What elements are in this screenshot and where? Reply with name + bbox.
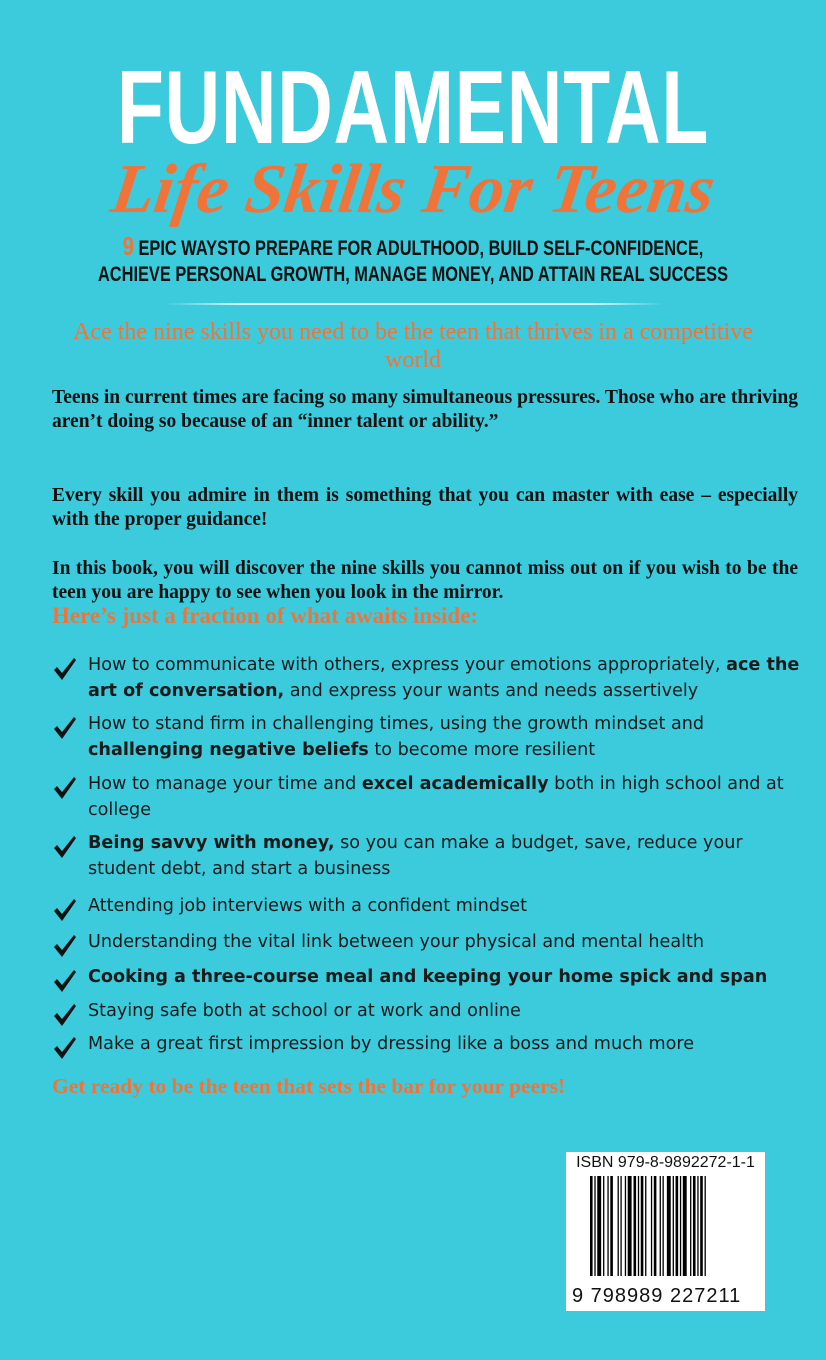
barcode-bar (610, 1176, 613, 1276)
barcode-bar (651, 1176, 652, 1276)
barcode-bar (634, 1176, 637, 1276)
checkmark-icon (52, 834, 78, 860)
book-title: FUNDAMENTAL (116, 50, 710, 166)
barcode-bar (618, 1176, 619, 1276)
barcode-bar (680, 1176, 681, 1276)
checkmark-icon (52, 933, 78, 959)
barcode-bar (700, 1176, 703, 1276)
divider (165, 303, 665, 305)
list-item (52, 998, 800, 1024)
checkmark-icon (52, 775, 78, 801)
barcode-bar (594, 1176, 595, 1276)
list-item (52, 652, 800, 704)
item-text: both in high school and at college (88, 774, 784, 820)
barcode-bar (597, 1176, 601, 1276)
item-text-bold: ace the art of conversation, (88, 655, 800, 701)
barcode-bar (663, 1176, 664, 1276)
barcode-bar (654, 1176, 657, 1276)
subtitle-text-1: EPIC WAYSTO PREPARE FOR ADULTHOOD, BUILD SELF-CONFIDENCE, (138, 237, 704, 260)
subtitle-line-2: ACHIEVE PERSONAL GROWTH, MANAGE MONEY, AND ATTAIN REAL SUCCESS (97, 263, 729, 286)
subtitle-line-1 (91, 233, 735, 262)
list-item (52, 711, 800, 763)
item-text: Understanding the vital link between your physical and mental health (88, 932, 705, 952)
item-text: Attending job interviews with a confident mindset (88, 896, 527, 916)
barcode-bar (638, 1176, 639, 1276)
checkmark-icon (52, 715, 78, 741)
item-text-bold: Being savvy with money, (88, 833, 335, 853)
item-text-bold: challenging negative beliefs (88, 740, 369, 760)
book-subtitle-script: Life Skills For Teens (106, 151, 720, 228)
barcode-bar (683, 1176, 687, 1276)
list-item (52, 830, 800, 882)
barcode-bar (590, 1176, 593, 1276)
barcode-bar (641, 1176, 644, 1276)
subtitle-number: 9 (122, 231, 134, 261)
item-text: to become more resilient (368, 740, 596, 760)
item-text: Make a great first impression by dressing like a boss and much more (88, 1034, 695, 1054)
isbn-barcode (566, 1152, 765, 1311)
list-item (52, 1031, 800, 1057)
tagline: Ace the nine skills you need to be the teen that thrives in a competitive world (73, 319, 753, 373)
list-item (52, 929, 800, 955)
inside-heading: Here’s just a fraction of what awaits inside: (52, 603, 479, 628)
isbn-label: ISBN 979-8-9892272-1-1 (576, 1154, 755, 1171)
barcode-number: 9 798989 227211 (572, 1285, 742, 1307)
barcode-bar (697, 1176, 698, 1276)
barcode-bar (620, 1176, 621, 1276)
checkmark-icon (52, 656, 78, 682)
barcode-bar (645, 1176, 646, 1276)
item-text: How to manage your time and (88, 774, 362, 794)
barcode-bar (625, 1176, 626, 1276)
intro-paragraph: Teens in current times are facing so many simultaneous pressures. Those who are thriving aren’t doing so because of an “inner talent or ability.” (52, 387, 798, 432)
barcode-bar (607, 1176, 608, 1276)
checkmark-icon (52, 968, 78, 994)
barcode-bar (667, 1176, 671, 1276)
barcode-bar (690, 1176, 691, 1276)
checkmark-icon (52, 1002, 78, 1028)
intro-paragraph: In this book, you will discover the nine skills you cannot miss out on if you wish to be the teen you are happy to see when you look in the mirror. (52, 558, 798, 603)
list-item (52, 964, 800, 990)
barcode-bar (705, 1176, 706, 1276)
barcode-bar (660, 1176, 661, 1276)
intro-paragraph: Every skill you admire in them is something that you can master with ease – especially with the proper guidance! (52, 485, 798, 530)
barcode-bars (590, 1176, 756, 1288)
item-text: How to stand firm in challenging times, using the growth mindset and (88, 714, 705, 734)
checkmark-icon (52, 897, 78, 923)
checkmark-icon (52, 1035, 78, 1061)
list-item (52, 893, 800, 919)
barcode-bar (628, 1176, 632, 1276)
item-text: and express your wants and needs assertively (284, 681, 699, 701)
list-item (52, 771, 800, 823)
item-text: How to communicate with others, express your emotions appropriately, (88, 655, 727, 675)
barcode-bar (673, 1176, 674, 1276)
item-text-bold: Cooking a three-course meal and keeping your home spick and span (88, 967, 768, 987)
barcode-bar (676, 1176, 679, 1276)
barcode-bar (693, 1176, 696, 1276)
item-text: Staying safe both at school or at work and online (88, 1001, 521, 1021)
item-text: so you can make a budget, save, reduce your student debt, and start a business (88, 833, 743, 879)
barcode-bar (603, 1176, 604, 1276)
closing-line: Get ready to be the teen that sets the bar for your peers! (52, 1074, 566, 1098)
item-text-bold: excel academically (361, 774, 549, 794)
